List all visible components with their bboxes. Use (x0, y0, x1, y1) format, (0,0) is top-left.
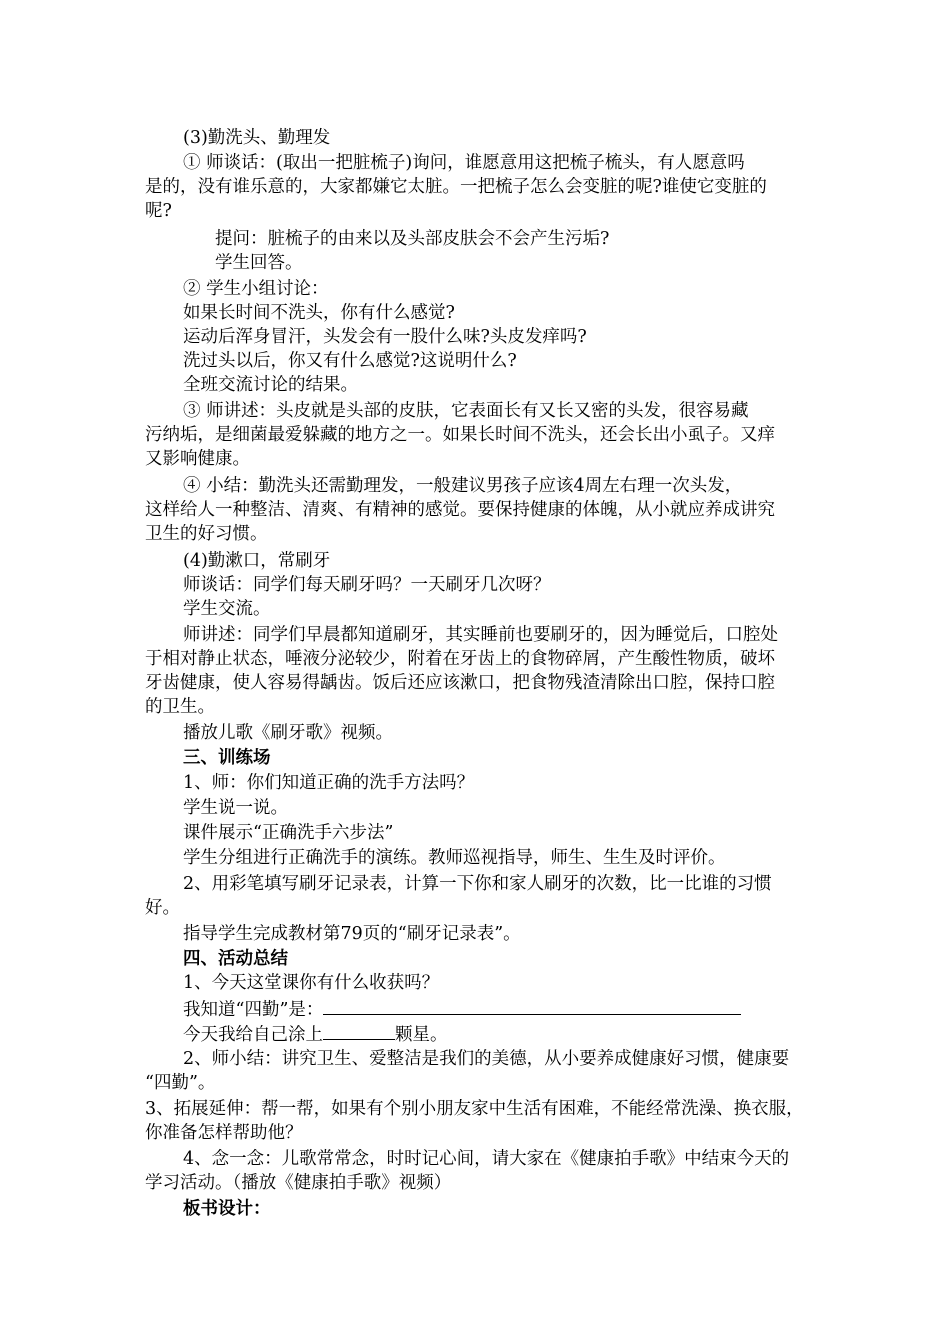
paragraph-line: 的卫生。 (145, 697, 215, 717)
fill-in-label: 我知道“四勤”是： (183, 1000, 324, 1020)
paragraph-line: 又影响健康。 (145, 449, 250, 469)
question-line: 提问：脏梳子的由来以及头部皮肤会不会产生污垢? (215, 229, 610, 249)
paragraph-line: 3、拓展延伸：帮一帮，如果有个别小朋友家中生活有困难，不能经常洗澡、换衣服， (145, 1099, 804, 1119)
heading-summary: 四、活动总结 (183, 949, 288, 969)
paragraph-line: 于相对静止状态，唾液分泌较少，附着在牙齿上的食物碎屑，产生酸性物质，破坏 (145, 649, 775, 669)
discussion-line: 洗过头以后，你又有什么感觉?这说明什么? (183, 351, 517, 371)
section-heading-wash-hair: (3)勤洗头、勤理发 (183, 128, 331, 148)
paragraph-line: 这样给人一种整洁、清爽、有精神的感觉。要保持健康的体魄，从小就应养成讲究 (145, 500, 775, 520)
paragraph-line: 牙齿健康，使人容易得龋齿。饭后还应该漱口，把食物残渣清除出口腔，保持口腔 (145, 673, 775, 693)
paragraph-line: 师讲述：同学们早晨都知道刷牙，其实睡前也要刷牙的，因为睡觉后，口腔处 (183, 625, 778, 645)
paragraph-line: 你准备怎样帮助他？ (145, 1123, 303, 1143)
paragraph-line: “四勤”。 (145, 1073, 216, 1093)
paragraph-line: 1、师：你们知道正确的洗手方法吗？ (183, 773, 475, 793)
discussion-line: 如果长时间不洗头，你有什么感觉? (183, 303, 455, 323)
paragraph-line: 1、今天这堂课你有什么收获吗？ (183, 973, 440, 993)
paragraph-line: 4、念一念：儿歌常常念，时时记心间，请大家在《健康拍手歌》中结束今天的 (183, 1149, 790, 1169)
paragraph-line: 学生说一说。 (183, 798, 288, 818)
paragraph-line: 2、师小结：讲究卫生、爱整洁是我们的美德，从小要养成健康好习惯，健康要 (183, 1049, 790, 1069)
paragraph-line: ③ 师讲述：头皮就是头部的皮肤，它表面长有又长又密的头发，很容易藏 (183, 401, 749, 421)
paragraph-line: 好。 (145, 898, 180, 918)
paragraph-line: 2、用彩笔填写刷牙记录表，计算一下你和家人刷牙的次数，比一比谁的习惯 (183, 874, 772, 894)
discussion-line: 全班交流讨论的结果。 (183, 375, 358, 395)
paragraph-line: 污纳垢，是细菌最爱躲藏的地方之一。如果长时间不洗头，还会长出小虱子。又痒 (145, 425, 775, 445)
paragraph-line: 是的，没有谁乐意的，大家都嫌它太脏。一把梳子怎么会变脏的呢?谁使它变脏的 (145, 177, 767, 197)
paragraph-line: ② 学生小组讨论： (183, 279, 329, 299)
fill-in-label: 今天我给自己涂上 (183, 1025, 323, 1045)
section-heading-brush-teeth: (4)勤漱口，常刷牙 (183, 551, 331, 571)
paragraph-line: ① 师谈话：(取出一把脏梳子)询问，谁愿意用这把梳子梳头，有人愿意吗 (183, 153, 745, 173)
paragraph-line: 呢? (145, 201, 172, 221)
fill-in-line (183, 1021, 448, 1047)
star-count-blank[interactable] (323, 1021, 395, 1040)
answer-blank[interactable] (323, 996, 741, 1015)
answer-line: 学生回答。 (215, 253, 303, 273)
paragraph-line: ④ 小结：勤洗头还需勤理发，一般建议男孩子应该4周左右理一次头发， (183, 476, 743, 496)
paragraph-line: 学生交流。 (183, 599, 271, 619)
paragraph-line: 学生分组进行正确洗手的演练。教师巡视指导，师生、生生及时评价。 (183, 848, 726, 868)
paragraph-line: 课件展示“正确洗手六步法” (183, 823, 394, 843)
heading-board-design: 板书设计： (183, 1199, 271, 1219)
discussion-line: 运动后浑身冒汗，头发会有一股什么味?头皮发痒吗? (183, 327, 587, 347)
paragraph-line: 卫生的好习惯。 (145, 524, 268, 544)
fill-in-line (183, 996, 741, 1022)
fill-in-suffix: 颗星。 (395, 1025, 448, 1045)
heading-training: 三、训练场 (183, 748, 271, 768)
paragraph-line: 学习活动。（播放《健康拍手歌》视频） (145, 1173, 452, 1193)
paragraph-line: 师谈话：同学们每天刷牙吗？一天刷牙几次呀？ (183, 575, 551, 595)
paragraph-line: 播放儿歌《刷牙歌》视频。 (183, 723, 393, 743)
paragraph-line: 指导学生完成教材第79页的“刷牙记录表”。 (183, 924, 521, 944)
